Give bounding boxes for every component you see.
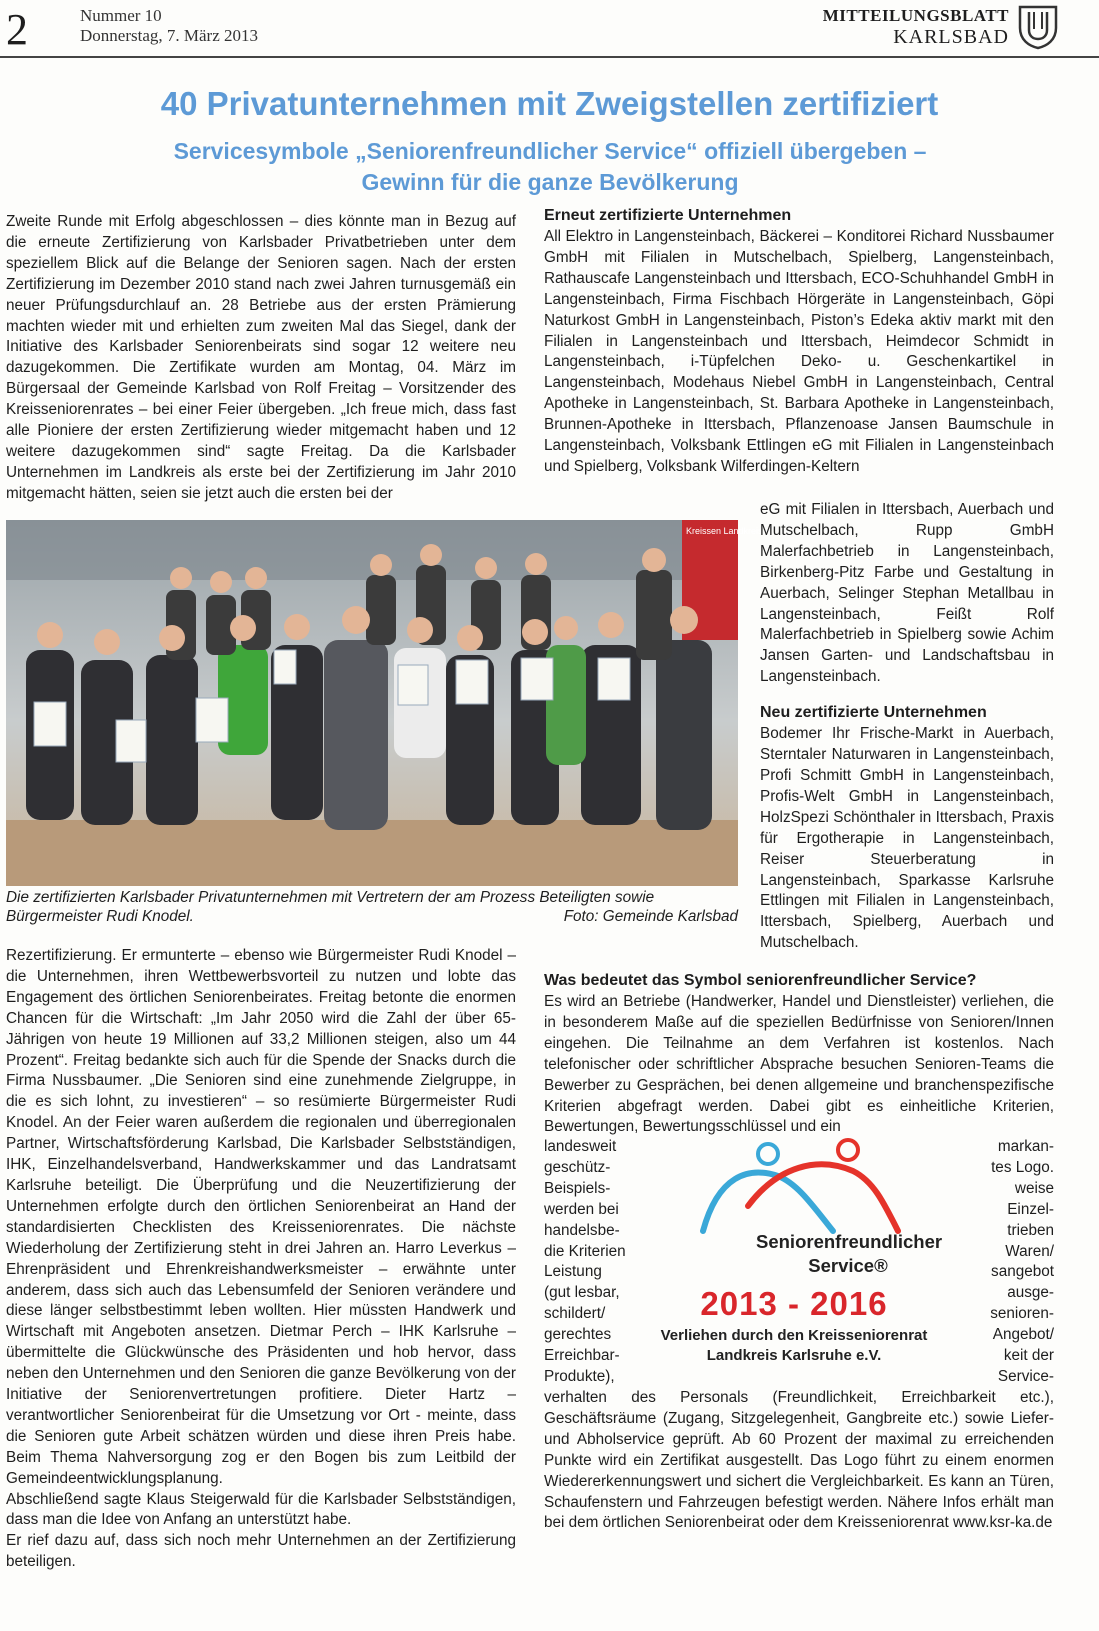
article-continuation	[6, 946, 516, 1573]
wrap-right-line: Waren/	[1005, 1242, 1054, 1260]
symbol-paragraph-end-text: verhalten des Personals (Freundlichkeit, Erreichbarkeit etc.), Geschäftsräume (Zugang, Sitzgelegenheit, Gangbreite etc.) sowie Liefer- und Abholservice geprüft. Ab 60 Prozent der maximal zu erreichenden Punkte wird ein Zertifikat ausgestellt. Das Logo führt zu einem enormen Wiedererkennungswert und sichert die Vergleichbarkeit. Es kann an Türen, Schaufenstern und Fahrzeugen befestigt werden. Nähere Infos erhält man bei dem örtlichen Seniorenbeirat oder dem Kreisseniorenrat www.ksr-ka.de	[544, 1389, 1054, 1532]
wrap-right-line: weise	[1014, 1179, 1054, 1197]
intro-paragraph: Zweite Runde mit Erfolg abgeschlossen – dies könnte man in Bezug auf die erneute Zertifizierung von Karlsbader Privatbetrieben unter dem speziellem Blick auf die Belange der Senioren sagen. Nach der ersten Zertifizierung im Dezember 2010 stand nach zwei Jahren turnusgemäß ein neuer Prüfungsdurchlauf an. 28 Betriebe aus der ersten Prämierung machten wieder mit und erhielten zum zweiten Mal das Siegel, dank der Initiative des Karlsbader Seniorenbeirats sind sogar 12 weitere neu dazugekommen. Die Zertifikate wurden am Montag, 04. März im Bürgersaal der Gemeinde Karlsbad von Rolf Freitag – Vorsitzender des Kreisseniorenrates – bei einer Feier übergeben. „Ich freue mich, dass fast alle Pioniere der ersten Zertifizierung wieder mitgemacht haben und 12 weitere dazugekommen sind“ sagte Freitag. Da die Karlsbader Unternehmen im Landkreis als erste bei der Zertifizierung im Jahr 2010 mitgemacht hätten, seien sie jetzt auch die ersten bei der	[6, 213, 516, 502]
wrap-left-line: landesweit	[544, 1138, 617, 1155]
wrap-right-line: ausge-	[1007, 1284, 1054, 1302]
narrow-column	[760, 500, 1054, 954]
page-number: 2	[6, 5, 28, 54]
wrap-right-line: keit der	[1003, 1347, 1054, 1365]
wrap-left-line: werden bei	[544, 1200, 619, 1218]
logo-issuer-line-2: Landkreis Karlsruhe e.V.	[706, 1347, 882, 1364]
wrap-left-line: handelsbe-	[544, 1221, 620, 1239]
publication-line-1: MITTEILUNGSBLATT	[822, 6, 1009, 25]
publication-name	[823, 6, 1009, 48]
wrap-text-right	[946, 1137, 1054, 1388]
article-intro	[6, 212, 516, 505]
wrap-right-line: Einzel-	[1007, 1200, 1054, 1218]
wrap-right-line: markan-	[997, 1138, 1054, 1155]
wrap-text-left	[544, 1137, 642, 1388]
issue-date: Donnerstag, 7. März 2013	[80, 26, 258, 45]
page-header	[0, 0, 1099, 58]
coat-of-arms-icon	[1017, 4, 1059, 50]
symbol-section	[544, 970, 1054, 1138]
caption-text: Die zertifizierten Karlsbader Privatunternehmen mit Vertretern der am Prozess Beteiligten sowie Bürgermeister Rudi Knodel.	[6, 889, 655, 925]
logo-title-line-1: Seniorenfreundlicher	[756, 1231, 943, 1252]
logo-title	[756, 1230, 943, 1278]
wrap-right-line: tes Logo.	[991, 1158, 1054, 1176]
logo-issuer-line-1: Verliehen durch den Kreisseniorenrat	[660, 1327, 928, 1344]
wrap-left-line: (gut lesbar,	[544, 1284, 620, 1302]
wrap-left-line: Leistung	[544, 1263, 602, 1281]
symbol-heading: Was bedeutet das Symbol seniorenfreundlicher Service?	[544, 972, 977, 989]
wrap-right-line: Service-	[997, 1367, 1054, 1385]
wrap-left-line: Beispiels-	[544, 1179, 611, 1197]
recertified-list-continued: eG mit Filialen in Ittersbach, Auerbach und Mutschelbach, Rupp GmbH Malerfachbetrieb in Langensteinbach, Birkenberg-Pitz Farbe und Gestaltung in Auerbach, Selinger Stephan Metallbau in Langensteinbach, Feißt Rolf Malerfachbetrieb in Spielberg sowie Achim Jansen Garten- und Landschaftsbau in Langensteinbach.	[760, 501, 1054, 686]
continuation-paragraph-2: Abschließend sagte Klaus Steigerwald für die Karlsbader Selbstständigen, dass man die Idee von Anfang an unterstützt habe.	[6, 1490, 516, 1529]
new-certified-list: Bodemer Ihr Frische-Markt in Auerbach, Sterntaler Naturwaren in Langensteinbach, Profi Schmitt GmbH in Langensteinbach, Profis-Welt GmbH in Langensteinbach, HolzSpezi Schönthaler in Ittersbach, Praxis für Ergotherapie in Langensteinbach, Reiser Steuerberatung in Langensteinbach, Sparkasse Karlsruhe Ettlingen mit Filialen in Langensteinbach, Ittersbach, Spielberg, Auerbach und Mutschelbach.	[760, 725, 1054, 952]
recertified-section	[544, 205, 1054, 478]
continuation-paragraph-3: Er rief dazu auf, dass sich noch mehr Unternehmen an der Zertifizierung beteiligen.	[6, 1532, 516, 1571]
subheadline-line-2: Gewinn für die ganze Bevölkerung	[361, 169, 739, 195]
wrap-left-line: geschütz-	[544, 1158, 611, 1176]
issue-number: Nummer 10	[80, 6, 162, 25]
wrap-right-line: sangebot	[991, 1263, 1054, 1281]
continuation-paragraph-1: Rezertifizierung. Er ermunterte – ebenso wie Bürgermeister Rudi Knodel – die Unternehmen, ihren Wettbewerbsvorteil zu nutzen und lobte das Engagement des örtlichen Seniorenbeirates. Freitag betonte die enormen Chancen für die Wirtschaft: „Im Jahr 2050 wird die Zahl der über 65-Jährigen von heute 19 Millionen auf 33,2 Millionen steigen, also um 44 Prozent“. Freitag bedankte sich auch für die Spende der Snacks durch die Firma Nussbaumer. „Die Senioren sind eine zunehmende Zielgruppe, in die es sich lohnt, zu investieren“ – so resümierte Bürgermeister Rudi Knodel. An der Feier waren außerdem die regionalen und überregionalen Partner, Wirtschaftsförderung Karlsbad, Die Karlsbader Selbstständigen, IHK, Einzelhandelsverband, Handwerkskammer und das Landratsamt Karlsruhe beteiligt. Die Überprüfung und die Neuzertifizierung der Unternehmen erfolgte durch den örtlichen Seniorenbeirat an Hand der standardisierten Checklisten des Kreisseniorenrates. Die nächste Wiederholung der Zertifizierung steht in drei Jahren an. Harro Leverkus – Ehrenpräsident und Ehrenkreishandwerksmeister – erwähnte unter anderem, dass sich auch das Lebensumfeld der Senioren verändere und diese länger selbstbestimmt leben wollten. Hier müssten Handwerk und Wirtschaft mit Angeboten ansetzen. Dietmar Perch – IHK Karlsruhe – übermittelte die Glückwünsche des Präsidenten und hob hervor, dass neben den Unternehmen und den Senioren die ganze Bevölkerung von der Initiative der Seniorenvertretungen profitiere. Dieter Hartz – verantwortlicher Seniorenbeirat für die Umsetzung vor Ort - meinte, dass die Senioren gute Arbeit schätzen würden und diese ihren Preis habe. Beim Thema Nahversorgung zog er den Bogen bis zum Leitbild der Gemeindeentwicklungsplanung.	[6, 947, 516, 1487]
symbol-paragraph-end	[544, 1388, 1054, 1534]
wrap-right-line: Angebot/	[992, 1326, 1054, 1344]
senior-service-logo	[648, 1136, 943, 1370]
article-subheadline	[80, 136, 1020, 198]
publication-line-2: KARLSBAD	[893, 26, 1009, 48]
photo-caption	[6, 888, 738, 926]
group-photo	[6, 520, 772, 886]
recertified-list: All Elektro in Langensteinbach, Bäckerei – Konditorei Richard Nussbaumer GmbH mit Filialen in Mutschelbach, Spielberg, Langensteinbach, Rathauscafe Langensteinbach und Ittersbach, ECO-Schuhhandel GmbH in Langensteinbach, Firma Fischbach Hörgeräte in Langensteinbach, Göpi Naturkost GmbH in Langensteinbach, Piston’s Edeka aktiv markt mit den Filialen in Langensteinbach und Ittersbach, Heimdecor Schmidt in Langensteinbach, i-Tüpfelchen Deko- u. Geschenkartikel in Langensteinbach, Modehaus Niebel GmbH in Langensteinbach, Central Apotheke in Langensteinbach, St. Barbara Apotheke in Langensteinbach, Brunnen-Apotheke in Ittersbach, Pflanzenoase Jansen Baumschule in Langensteinbach, Volksbank Ettlingen eG mit Filialen in Langensteinbach und Spielberg, Volksbank Wilferdingen-Keltern	[544, 228, 1054, 475]
wrap-left-line: schildert/	[544, 1305, 606, 1323]
logo-years: 2013 - 2016	[700, 1285, 888, 1322]
wrap-left-line: Produkte),	[544, 1367, 615, 1385]
symbol-paragraph: Es wird an Betriebe (Handwerker, Handel und Dienstleister) verliehen, die in besonderem Maße auf die speziellen Bedürfnisse von Senioren/Innen eingehen. Die Teilnahme an dem Verfahren ist kostenlos. Nach telefonischer oder schriftlicher Absprache besuchen Senioren-Teams die Bewerber zu Gesprächen, bei denen allgemeine und branchenspezifische Kriterien abgefragt werden. Dabei gibt es einheitliche Kriterien, Bewertungen, Bewertungsschlüssel und ein	[544, 993, 1054, 1136]
photo-credit: Foto: Gemeinde Karlsbad	[563, 908, 738, 925]
wrap-left-line: gerechtes	[544, 1326, 612, 1344]
header-rule	[0, 56, 1099, 58]
article-headline: 40 Privatunternehmen mit Zweigstellen zertifiziert	[160, 85, 939, 122]
wrap-right-line: trieben	[1007, 1221, 1054, 1239]
new-certified-heading: Neu zertifizierte Unternehmen	[760, 704, 987, 722]
senior-figures-icon	[648, 1136, 940, 1236]
recertified-heading: Erneut zertifizierte Unternehmen	[544, 207, 792, 224]
wrap-right-line: senioren-	[990, 1305, 1054, 1323]
photo-banner-text: Kreissen Landkreis K	[686, 526, 772, 536]
logo-title-line-2: Service®	[808, 1255, 888, 1276]
wrap-left-line: die Kriterien	[544, 1242, 626, 1260]
issue-info	[80, 6, 258, 46]
group-photo-image	[6, 520, 772, 886]
subheadline-line-1: Servicesymbole „Seniorenfreundlicher Service“ offiziell übergeben –	[173, 138, 927, 164]
wrap-left-line: Erreichbar-	[544, 1347, 620, 1365]
